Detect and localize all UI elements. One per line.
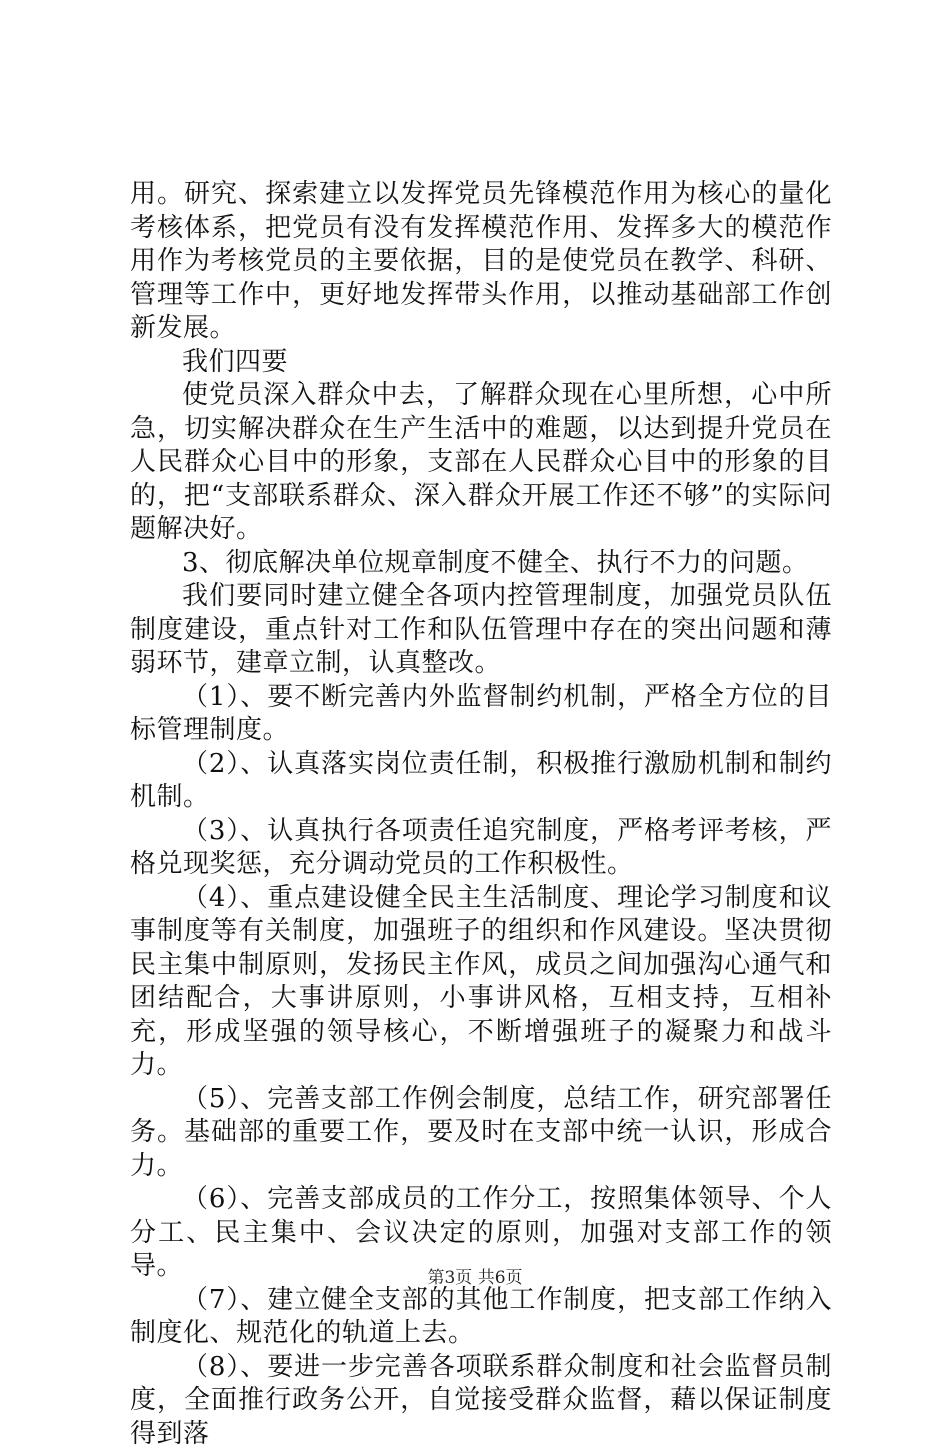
paragraph-5: 我们要同时建立健全各项内控管理制度，加强党员队伍制度建设，重点针对工作和队伍管理中存在的突出问题和薄弱环节，建章立制，认真整改。: [130, 580, 832, 681]
paragraph-9: （4）、重点建设健全民主生活制度、理论学习制度和议事制度等有关制度，加强班子的组织和作风建设。坚决贯彻民主集中制原则，发扬民主作风，成员之间加强沟心通气和团结配合，大事讲原则，小事讲风格，互相支持，互相补充，形成坚强的领导核心，不断增强班子的凝聚力和战斗力。: [130, 882, 832, 1083]
paragraph-6: （1）、要不断完善内外监督制约机制，严格全方位的目标管理制度。: [130, 681, 832, 748]
paragraph-3: 使党员深入群众中去，了解群众现在心里所想，心中所急，切实解决群众在生产生活中的难题，以达到提升党员在人民群众心目中的形象，支部在人民群众心目中的形象的目的，把“支部联系群众、深入群众开展工作还不够”的实际问题解决好。: [130, 379, 832, 547]
document-body: [130, 178, 832, 1451]
paragraph-10: （5）、完善支部工作例会制度，总结工作，研究部署任务。基础部的重要工作，要及时在支部中统一认识，形成合力。: [130, 1083, 832, 1184]
paragraph-8: （3）、认真执行各项责任追究制度，严格考评考核，严格兑现奖惩，充分调动党员的工作积极性。: [130, 815, 832, 882]
page-number-footer: 第3页 共6页: [0, 1263, 950, 1288]
paragraph-1: 用。研究、探索建立以发挥党员先锋模范作用为核心的量化考核体系，把党员有没有发挥模范作用、发挥多大的模范作用作为考核党员的主要依据，目的是使党员在教学、科研、管理等工作中，更好地发挥带头作用，以推动基础部工作创新发展。: [130, 178, 832, 346]
paragraph-13: （8）、要进一步完善各项联系群众制度和社会监督员制度，全面推行政务公开，自觉接受群众监督，藉以保证制度得到落: [130, 1351, 832, 1451]
paragraph-4: 3、彻底解决单位规章制度不健全、执行不力的问题。: [130, 547, 832, 581]
paragraph-11: （6）、完善支部成员的工作分工，按照集体领导、个人分工、民主集中、会议决定的原则，加强对支部工作的领导。: [130, 1183, 832, 1284]
paragraph-2: 我们四要: [130, 346, 832, 380]
paragraph-7: （2）、认真落实岗位责任制，积极推行激励机制和制约机制。: [130, 748, 832, 815]
paragraph-12: （7）、建立健全支部的其他工作制度，把支部工作纳入制度化、规范化的轨道上去。: [130, 1284, 832, 1351]
